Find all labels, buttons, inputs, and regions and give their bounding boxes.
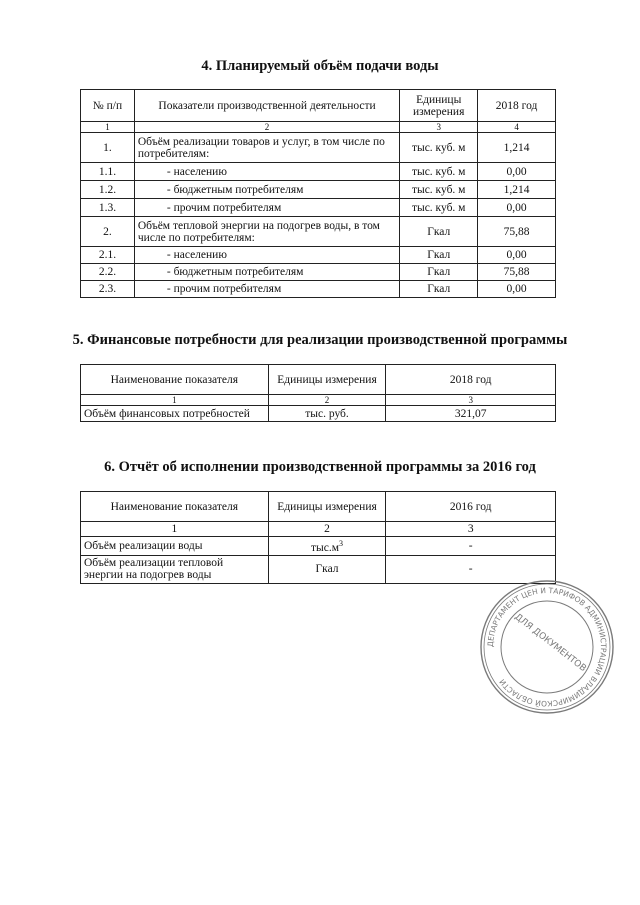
row-num: 1.2. [81, 181, 135, 199]
row-value: - [386, 555, 556, 583]
section-6-title: 6. Отчёт об исполнении производственной программы за 2016 год [104, 459, 536, 475]
col-number: 1 [81, 395, 269, 406]
row-value: 321,07 [386, 406, 556, 422]
row-num: 2. [81, 217, 135, 247]
row-unit [268, 537, 386, 556]
table-row [81, 247, 556, 264]
header-indicator: Показатели производственной деятельности [134, 90, 399, 122]
stamp-center-text: ДЛЯ ДОКУМЕНТОВ [512, 612, 588, 675]
col-number: 3 [400, 122, 478, 133]
row-unit: Гкал [400, 264, 478, 281]
header-unit: Единицы измерения [400, 90, 478, 122]
program-report-table [80, 491, 556, 584]
row-num: 2.2. [81, 264, 135, 281]
planned-water-supply-table [80, 89, 556, 298]
row-unit: тыс. куб. м [400, 163, 478, 181]
row-num: 1.1. [81, 163, 135, 181]
row-label: - населению [134, 247, 399, 264]
col-number: 2 [268, 395, 386, 406]
official-stamp [478, 578, 616, 716]
row-unit: тыс. куб. м [400, 133, 478, 163]
table-row [81, 264, 556, 281]
row-value: 0,00 [478, 163, 556, 181]
row-unit: тыс. куб. м [400, 181, 478, 199]
stamp-ring [484, 584, 610, 710]
row-label: - населению [134, 163, 399, 181]
row-value: 0,00 [478, 199, 556, 217]
row-num: 2.1. [81, 247, 135, 264]
section-5-title: 5. Финансовые потребности для реализации производственной программы [72, 332, 568, 348]
table-row [81, 281, 556, 298]
row-label: Объём тепловой энергии на подогрев воды, в том числе по потребителям: [134, 217, 399, 247]
column-number-row [81, 522, 556, 537]
column-number-row [81, 122, 556, 133]
header-indicator: Наименование показателя [81, 365, 269, 395]
header-num: № п/п [81, 90, 135, 122]
table-header-row [81, 365, 556, 395]
table-row [81, 181, 556, 199]
row-unit: Гкал [400, 281, 478, 298]
header-year: 2018 год [386, 365, 556, 395]
column-number-row [81, 395, 556, 406]
row-value: - [386, 537, 556, 556]
table-row [81, 217, 556, 247]
row-num: 2.3. [81, 281, 135, 298]
col-number: 3 [386, 522, 556, 537]
row-unit: Гкал [400, 217, 478, 247]
col-number: 2 [268, 522, 386, 537]
table-row [81, 163, 556, 181]
row-value: 0,00 [478, 281, 556, 298]
row-value: 1,214 [478, 181, 556, 199]
col-number: 1 [81, 522, 269, 537]
unit-text: тыс.м [311, 541, 340, 554]
header-year: 2018 год [478, 90, 556, 122]
stamp-inner-ring [501, 601, 593, 693]
header-unit: Единицы измерения [268, 492, 386, 522]
col-number: 1 [81, 122, 135, 133]
unit-superscript: 3 [339, 539, 344, 548]
row-value: 0,00 [478, 247, 556, 264]
row-unit: тыс. руб. [268, 406, 386, 422]
stamp-ring-text-path: ДЕПАРТАМЕНТ ЦЕН И ТАРИФОВ АДМИНИСТРАЦИИ ВЛАДИМИРСКОЙ ОБЛАСТИ [485, 585, 609, 709]
stamp-ring-text [486, 586, 608, 708]
header-indicator: Наименование показателя [81, 492, 269, 522]
row-label: - бюджетным потребителям [134, 181, 399, 199]
row-label: - прочим потребителям [134, 281, 399, 298]
row-label: Объём реализации товаров и услуг, в том числе по потребителям: [134, 133, 399, 163]
col-number: 3 [386, 395, 556, 406]
row-label: - прочим потребителям [134, 199, 399, 217]
row-label: Объём реализации тепловой энергии на подогрев воды [81, 555, 269, 583]
table-header-row [81, 492, 556, 522]
table-header-row [81, 90, 556, 122]
table-row [81, 537, 556, 556]
row-unit: тыс. куб. м [400, 199, 478, 217]
row-label: Объём финансовых потребностей [81, 406, 269, 422]
row-value: 1,214 [478, 133, 556, 163]
financial-needs-table [80, 364, 556, 422]
header-year: 2016 год [386, 492, 556, 522]
table-row [81, 406, 556, 422]
row-label: - бюджетным потребителям [134, 264, 399, 281]
col-number: 4 [478, 122, 556, 133]
row-num: 1. [81, 133, 135, 163]
row-unit: Гкал [268, 555, 386, 583]
section-4-title: 4. Планируемый объём подачи воды [201, 58, 439, 74]
row-num: 1.3. [81, 199, 135, 217]
table-row [81, 133, 556, 163]
row-unit: Гкал [400, 247, 478, 264]
col-number: 2 [134, 122, 399, 133]
table-row [81, 199, 556, 217]
header-unit: Единицы измерения [268, 365, 386, 395]
row-value: 75,88 [478, 264, 556, 281]
row-label: Объём реализации воды [81, 537, 269, 556]
row-value: 75,88 [478, 217, 556, 247]
